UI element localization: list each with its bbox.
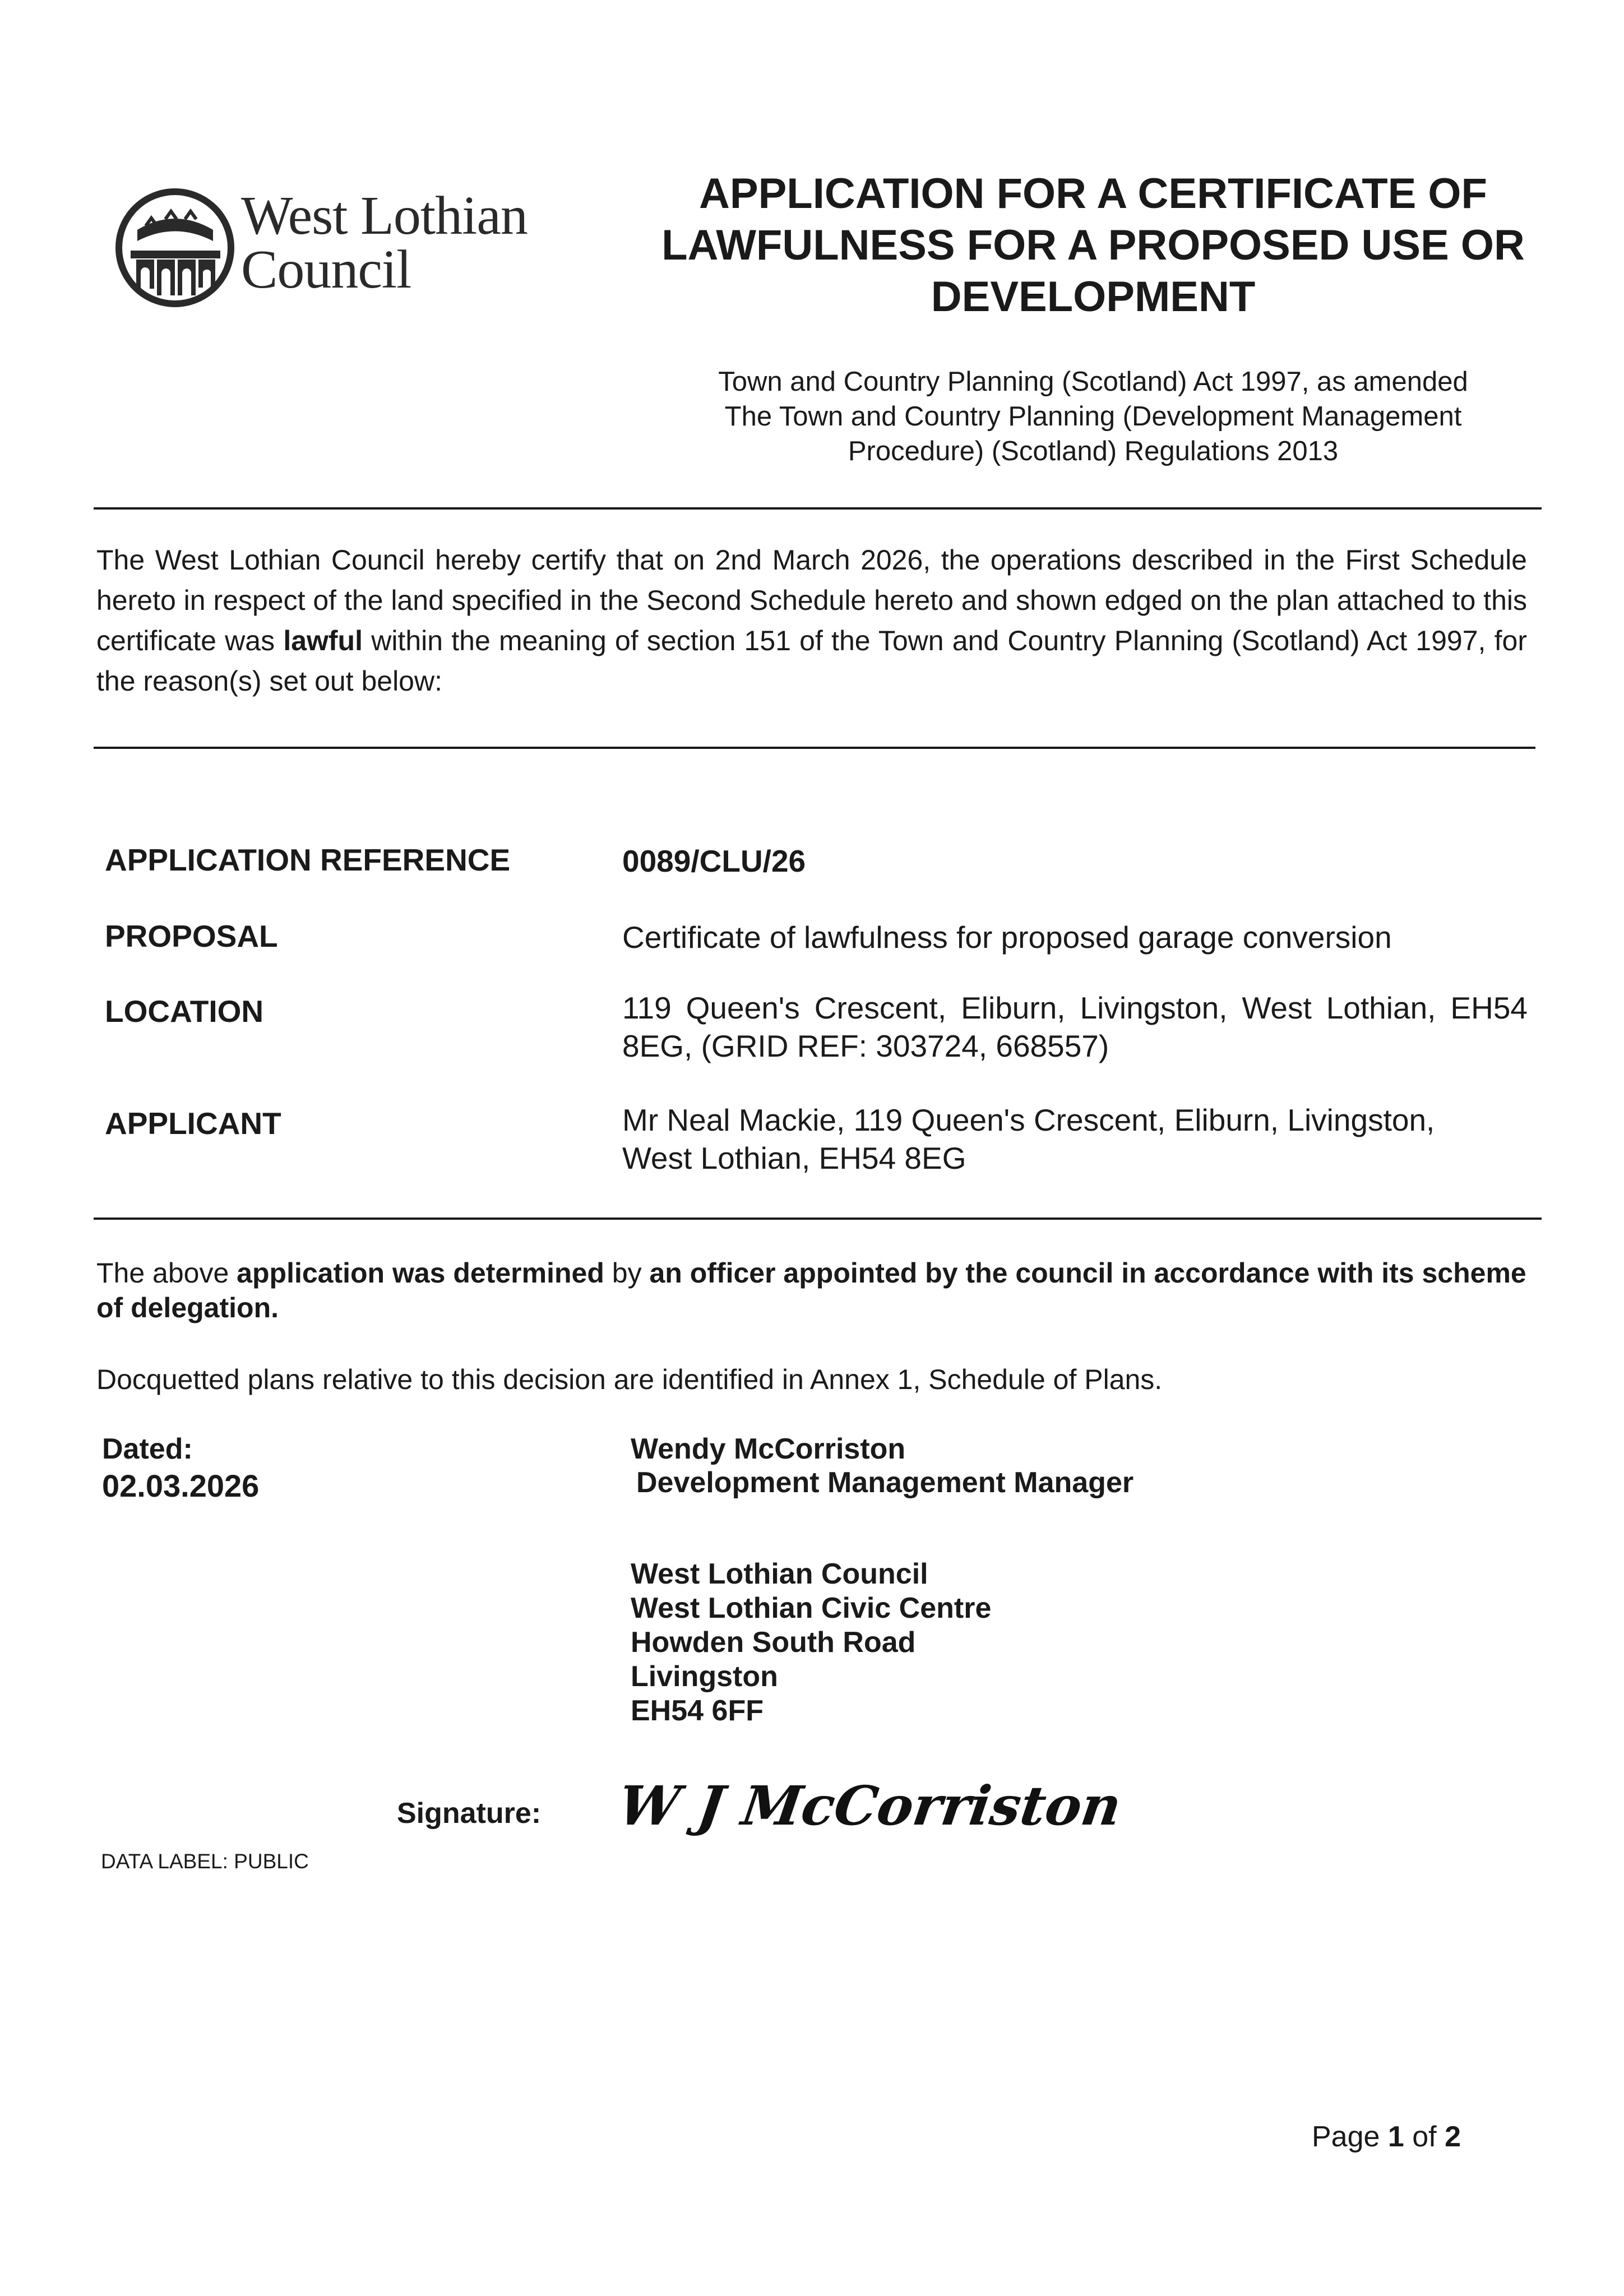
subtitle-line-3: Procedure) (Scotland) Regulations 2013 <box>848 436 1339 466</box>
certification-paragraph <box>96 540 1527 701</box>
divider-top <box>94 507 1542 510</box>
viaduct-logo-icon <box>115 188 235 308</box>
document-title <box>622 168 1564 323</box>
reference-label: APPLICATION REFERENCE <box>105 843 511 877</box>
page-total: 2 <box>1445 2121 1461 2153</box>
page-middle: of <box>1404 2121 1445 2153</box>
address-line-5: EH54 6FF <box>631 1695 764 1727</box>
title-line-3: DEVELOPMENT <box>931 273 1256 321</box>
divider-middle <box>94 747 1535 749</box>
handwritten-signature <box>614 1763 1126 1853</box>
officer-name: Wendy McCorriston <box>631 1433 906 1465</box>
logo-line-1: West Lothian <box>241 186 528 246</box>
determination-text-2: by <box>604 1257 650 1289</box>
applicant-label: APPLICANT <box>105 1106 281 1141</box>
page-number <box>1312 2120 1461 2154</box>
location-label: LOCATION <box>105 994 264 1029</box>
subtitle-line-1: Town and Country Planning (Scotland) Act 1997, as amended <box>718 367 1468 397</box>
proposal-label: PROPOSAL <box>105 919 278 953</box>
intro-text-end: within the meaning of section 151 of the Town and Country Planning (Scotland) Act 1997, for the reason(s) set out below: <box>96 625 1527 697</box>
logo-line-2: Council <box>241 239 411 300</box>
title-line-1: APPLICATION FOR A CERTIFICATE OF <box>699 170 1487 217</box>
legislation-subtitle <box>622 364 1564 469</box>
determination-bold-1: application was determined <box>237 1257 604 1289</box>
determination-text-1: The above <box>96 1257 237 1289</box>
title-line-2: LAWFULNESS FOR A PROPOSED USE OR <box>661 221 1525 269</box>
council-address <box>631 1557 991 1728</box>
address-line-3: Howden South Road <box>631 1626 916 1659</box>
dated-label: Dated: <box>102 1433 193 1465</box>
address-line-1: West Lothian Council <box>631 1558 928 1590</box>
page-prefix: Page <box>1312 2121 1388 2153</box>
address-line-2: West Lothian Civic Centre <box>631 1592 992 1624</box>
dated-value: 02.03.2026 <box>102 1468 260 1503</box>
officer-role: Development Management Manager <box>636 1466 1134 1499</box>
docquetted-note: Docquetted plans relative to this decision are identified in Annex 1, Schedule of Plans. <box>96 1364 1163 1395</box>
data-label: DATA LABEL: PUBLIC <box>101 1850 309 1873</box>
intro-text-start: The West Lothian Council hereby certify that on 2nd March 2026, the operations described in the First Schedule hereto in respect of the land specified in the Second Schedule hereto and shown edged on the plan attached to this certificate was <box>96 544 1527 656</box>
intro-lawful: lawful <box>283 625 363 656</box>
signature-glyphs: W J McCorriston <box>614 1774 1126 1837</box>
applicant-value: Mr Neal Mackie, 119 Queen's Crescent, Eliburn, Livingston, West Lothian, EH54 8EG <box>622 1103 1435 1175</box>
location-value: 119 Queen's Crescent, Eliburn, Livingston, West Lothian, EH54 8EG, (GRID REF: 303724, 668557) <box>622 990 1528 1063</box>
address-line-4: Livingston <box>631 1660 778 1693</box>
divider-bottom <box>94 1218 1542 1220</box>
signature-label: Signature: <box>397 1797 542 1830</box>
determination-bold-2: an officer appointed by the council in accordance with its scheme of delegation. <box>96 1257 1526 1323</box>
reference-value: 0089/CLU/26 <box>622 844 806 878</box>
council-logo <box>115 182 563 317</box>
determination-paragraph <box>96 1256 1527 1325</box>
logo-wordmark <box>241 186 528 300</box>
proposal-value: Certificate of lawfulness for proposed garage conversion <box>622 920 1392 955</box>
subtitle-line-2: The Town and Country Planning (Development Management <box>724 401 1462 432</box>
page-current: 1 <box>1387 2121 1404 2153</box>
